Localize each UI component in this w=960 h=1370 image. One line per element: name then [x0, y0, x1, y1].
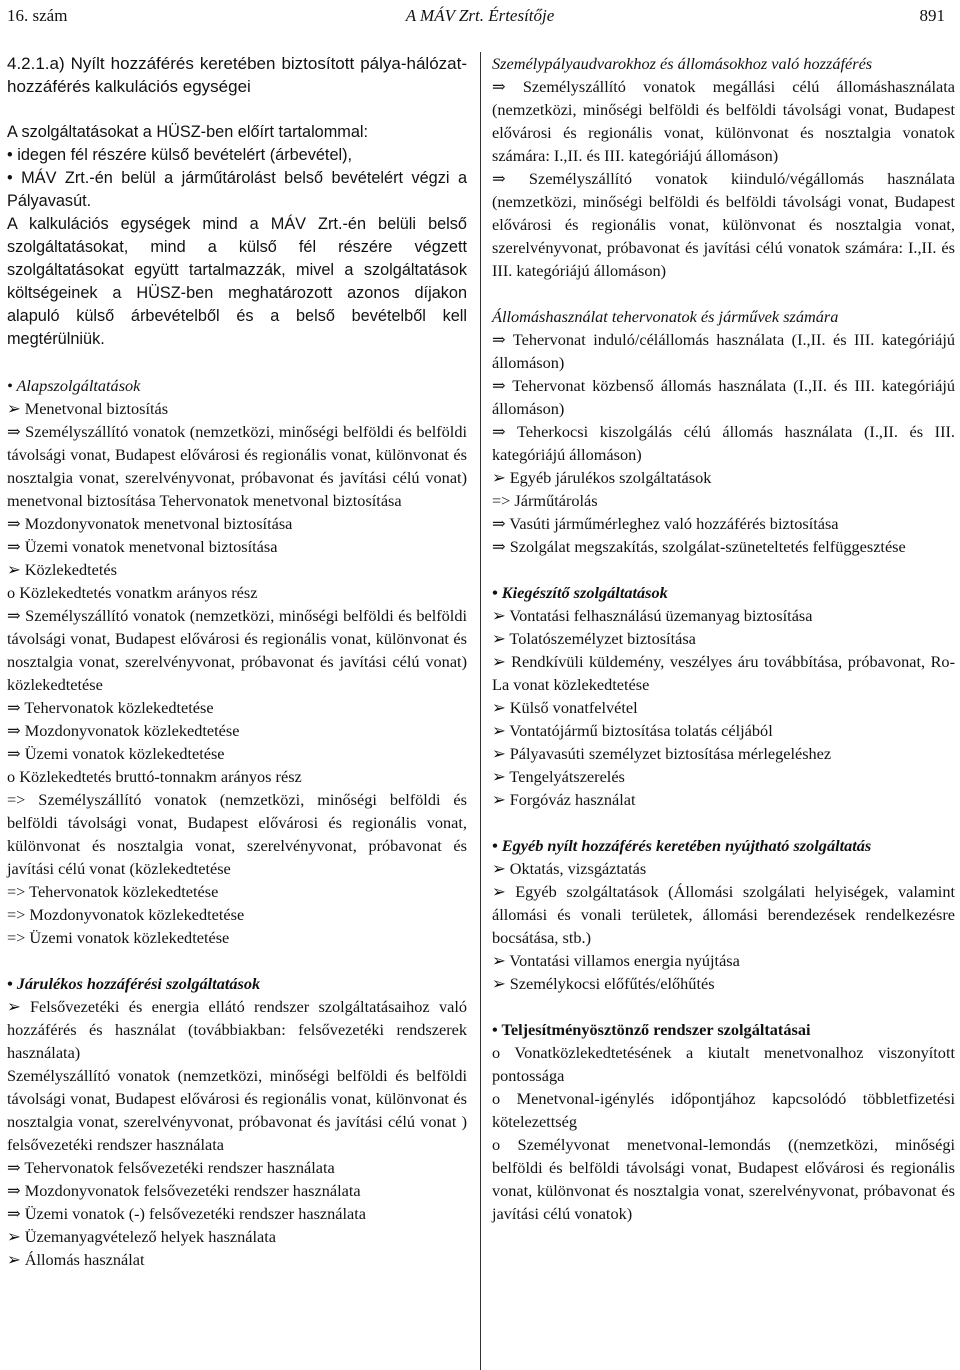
- left-paragraph: ➢ Állomás használat: [7, 1250, 145, 1269]
- paragraph-spacer: [492, 995, 955, 1018]
- left-paragraph: => Tehervonatok közlekedtetése: [7, 882, 219, 901]
- right-paragraph: ⇒ Személyszállító vonatok kiinduló/végállomás használata (nemzetközi, minőségi belföldi és belföldi távolsági vonat, Budapest elővárosi és regionális vonat, különvonat és nosztalgia vonat, szerelvényvonat, próbavonat és javítási célú vonatok számára: I.,II. és III. kategóriájú állomáson): [492, 169, 955, 280]
- right-paragraph: • Egyéb nyílt hozzáférés keretében nyújtható szolgáltatás: [492, 836, 872, 855]
- left-paragraph: ⇒ Mozdonyvonatok felsővezetéki rendszer használata: [7, 1181, 361, 1200]
- right-paragraph: ➢ Oktatás, vizsgáztatás: [492, 859, 647, 878]
- right-paragraph: o Személyvonat menetvonal-lemondás ((nemzetközi, minőségi belföldi és belföldi távolsági vonat, Budapest elővárosi és regionális vonat, különvonat és nosztalgia vonat, szerelvényvonat, próbavonat és javítási célú vonatok): [492, 1135, 955, 1223]
- left-paragraph: => Személyszállító vonatok (nemzetközi, minőségi belföldi és belföldi távolsági vonat, Budapest elővárosi és regionális vonat, különvonat és nosztalgia vonat, szerelvényvonat, próbavonat és javítási célú vonat (közlekedtetése: [7, 790, 467, 878]
- paragraph-spacer: [492, 811, 955, 834]
- left-paragraph: • idegen fél részére külső bevételért (árbevétel),: [7, 146, 353, 164]
- left-paragraph: Személyszállító vonatok (nemzetközi, minőségi belföldi és belföldi távolsági vonat, Budapest elővárosi és regionális vonat, különvonat és nosztalgia vonat, szerelvényvonat, próbavonat és javítási célú vonat ) felsővezetéki rendszer használata: [7, 1066, 467, 1154]
- right-paragraph: ➢ Tengelyátszerelés: [492, 767, 625, 786]
- left-paragraph: o Közlekedtetés vonatkm arányos rész: [7, 583, 258, 602]
- left-column: [7, 52, 467, 1271]
- right-paragraph: ➢ Külső vonatfelvétel: [492, 698, 638, 717]
- paragraph-spacer: [492, 282, 955, 305]
- right-column: [492, 52, 955, 1225]
- left-paragraph: ⇒ Személyszállító vonatok (nemzetközi, minőségi belföldi és belföldi távolsági vonat, Budapest elővárosi és regionális vonat, különvonat és nosztalgia vonat, szerelvényvonat, próbavonat és javítási célú vonat) közlekedtetése: [7, 606, 467, 694]
- paragraph-spacer: [492, 558, 955, 581]
- left-paragraph: ⇒ Mozdonyvonatok közlekedtetése: [7, 721, 240, 740]
- left-paragraph: ⇒ Mozdonyvonatok menetvonal biztosítása: [7, 514, 293, 533]
- column-divider: [480, 52, 481, 1370]
- right-paragraph: ➢ Vontatójármű biztosítása tolatás céljából: [492, 721, 773, 740]
- left-paragraph: 4.2.1.a) Nyílt hozzáférés keretében biztosított pálya-hálózat-hozzáférés kalkulációs egységei: [7, 54, 467, 96]
- right-paragraph: ➢ Vontatási felhasználású üzemanyag biztosítása: [492, 606, 813, 625]
- left-paragraph: ⇒ Üzemi vonatok menetvonal biztosítása: [7, 537, 278, 556]
- left-paragraph: ➢ Felsővezetéki és energia ellátó rendszer szolgáltatásaihoz való hozzáférés és használat (továbbiakban: felsővezetéki rendszerek használata): [7, 997, 467, 1062]
- left-paragraph: • Járulékos hozzáférési szolgáltatások: [7, 974, 261, 993]
- right-paragraph: ➢ Egyéb szolgáltatások (Állomási szolgálati helyiségek, valamint állomási és vonali területek, állomási berendezések rendelkezésre bocsátása, stb.): [492, 882, 955, 947]
- right-paragraph: ➢ Forgóváz használat: [492, 790, 636, 809]
- page-header: [7, 4, 953, 30]
- left-paragraph: ⇒ Személyszállító vonatok (nemzetközi, minőségi belföldi és belföldi távolsági vonat, Budapest elővárosi és regionális vonat, különvonat és nosztalgia vonat, szerelvényvonat, próbavonat és javítási célú vonat) menetvonal biztosítása Tehervonatok menetvonal biztosítása: [7, 422, 467, 510]
- left-paragraph: ➢ Menetvonal biztosítás: [7, 399, 169, 418]
- right-paragraph: o Menetvonal-igénylés időpontjához kapcsolódó többletfizetési kötelezettség: [492, 1089, 955, 1131]
- left-paragraph: => Mozdonyvonatok közlekedtetése: [7, 905, 245, 924]
- right-paragraph: ⇒ Személyszállító vonatok megállási célú állomáshasználata (nemzetközi, minőségi belföldi és belföldi távolsági vonat, Budapest elővárosi és regionális vonat, különvonat és nosztalgia vonatok számára: I.,II. és III. kategóriájú állomáson): [492, 77, 955, 165]
- paragraph-spacer: [7, 351, 467, 374]
- right-paragraph: ⇒ Szolgálat megszakítás, szolgálat-szüneteltetés felfüggesztése: [492, 537, 906, 556]
- left-paragraph: ➢ Közlekedtetés: [7, 560, 117, 579]
- left-paragraph: ⇒ Tehervonatok felsővezetéki rendszer használata: [7, 1158, 335, 1177]
- right-paragraph: o Vonatközlekedtetésének a kiutalt menetvonalhoz viszonyított pontossága: [492, 1043, 955, 1085]
- right-paragraph: • Teljesítményösztönző rendszer szolgáltatásai: [492, 1020, 811, 1039]
- left-paragraph: ➢ Üzemanyagvételező helyek használata: [7, 1227, 277, 1246]
- page-number: 891: [919, 6, 945, 25]
- left-paragraph: • Alapszolgáltatások: [7, 376, 141, 395]
- right-paragraph: • Kiegészítő szolgáltatások: [492, 583, 668, 602]
- right-paragraph: ➢ Tolatószemélyzet biztosítása: [492, 629, 696, 648]
- left-paragraph: A szolgáltatásokat a HÜSZ-ben előírt tartalommal:: [7, 123, 369, 141]
- left-paragraph: => Üzemi vonatok közlekedtetése: [7, 928, 230, 947]
- left-paragraph: ⇒ Tehervonatok közlekedtetése: [7, 698, 214, 717]
- left-paragraph: A kalkulációs egységek mind a MÁV Zrt.-én belüli belső szolgáltatásokat, mind a külső fél részére végzett szolgáltatásokat együtt tartalmazzák, mivel a szolgáltatások költségeinek a HÜSZ-ben meghatározott azonos díjakon alapuló külső árbevételből és a belső bevételből kell megtérülniük.: [7, 215, 467, 348]
- left-paragraph: o Közlekedtetés bruttó-tonnakm arányos rész: [7, 767, 302, 786]
- right-paragraph: ➢ Személykocsi előfűtés/előhűtés: [492, 974, 715, 993]
- right-paragraph: ➢ Vontatási villamos energia nyújtása: [492, 951, 740, 970]
- publication-title: A MÁV Zrt. Értesítője: [405, 6, 555, 25]
- right-paragraph: ⇒ Teherkocsi kiszolgálás célú állomás használata (I.,II. és III. kategóriájú állomáson): [492, 422, 955, 464]
- left-paragraph: • MÁV Zrt.-én belül a járműtárolást belső bevételért végzi a Pályavasút.: [7, 169, 467, 210]
- right-paragraph: ➢ Rendkívüli küldemény, veszélyes áru továbbítása, próbavonat, Ro-La vonat közlekedtetése: [492, 652, 955, 694]
- right-paragraph: ⇒ Tehervonat közbenső állomás használata (I.,II. és III. kategóriájú állomáson): [492, 376, 955, 418]
- paragraph-spacer: [7, 949, 467, 972]
- paragraph-spacer: [7, 98, 467, 121]
- right-paragraph: ➢ Pályavasúti személyzet biztosítása mérlegeléshez: [492, 744, 832, 763]
- right-paragraph: ⇒ Vasúti járműmérleghez való hozzáférés biztosítása: [492, 514, 839, 533]
- right-paragraph: ➢ Egyéb járulékos szolgáltatások: [492, 468, 712, 487]
- left-paragraph: ⇒ Üzemi vonatok (-) felsővezetéki rendszer használata: [7, 1204, 366, 1223]
- issue-number: 16. szám: [7, 6, 68, 25]
- right-paragraph: Állomáshasználat tehervonatok és járművek számára: [492, 307, 839, 326]
- left-paragraph: ⇒ Üzemi vonatok közlekedtetése: [7, 744, 225, 763]
- right-paragraph: Személypályaudvarokhoz és állomásokhoz való hozzáférés: [492, 54, 873, 73]
- right-paragraph: => Járműtárolás: [492, 491, 598, 510]
- right-paragraph: ⇒ Tehervonat induló/célállomás használata (I.,II. és III. kategóriájú állomáson): [492, 330, 955, 372]
